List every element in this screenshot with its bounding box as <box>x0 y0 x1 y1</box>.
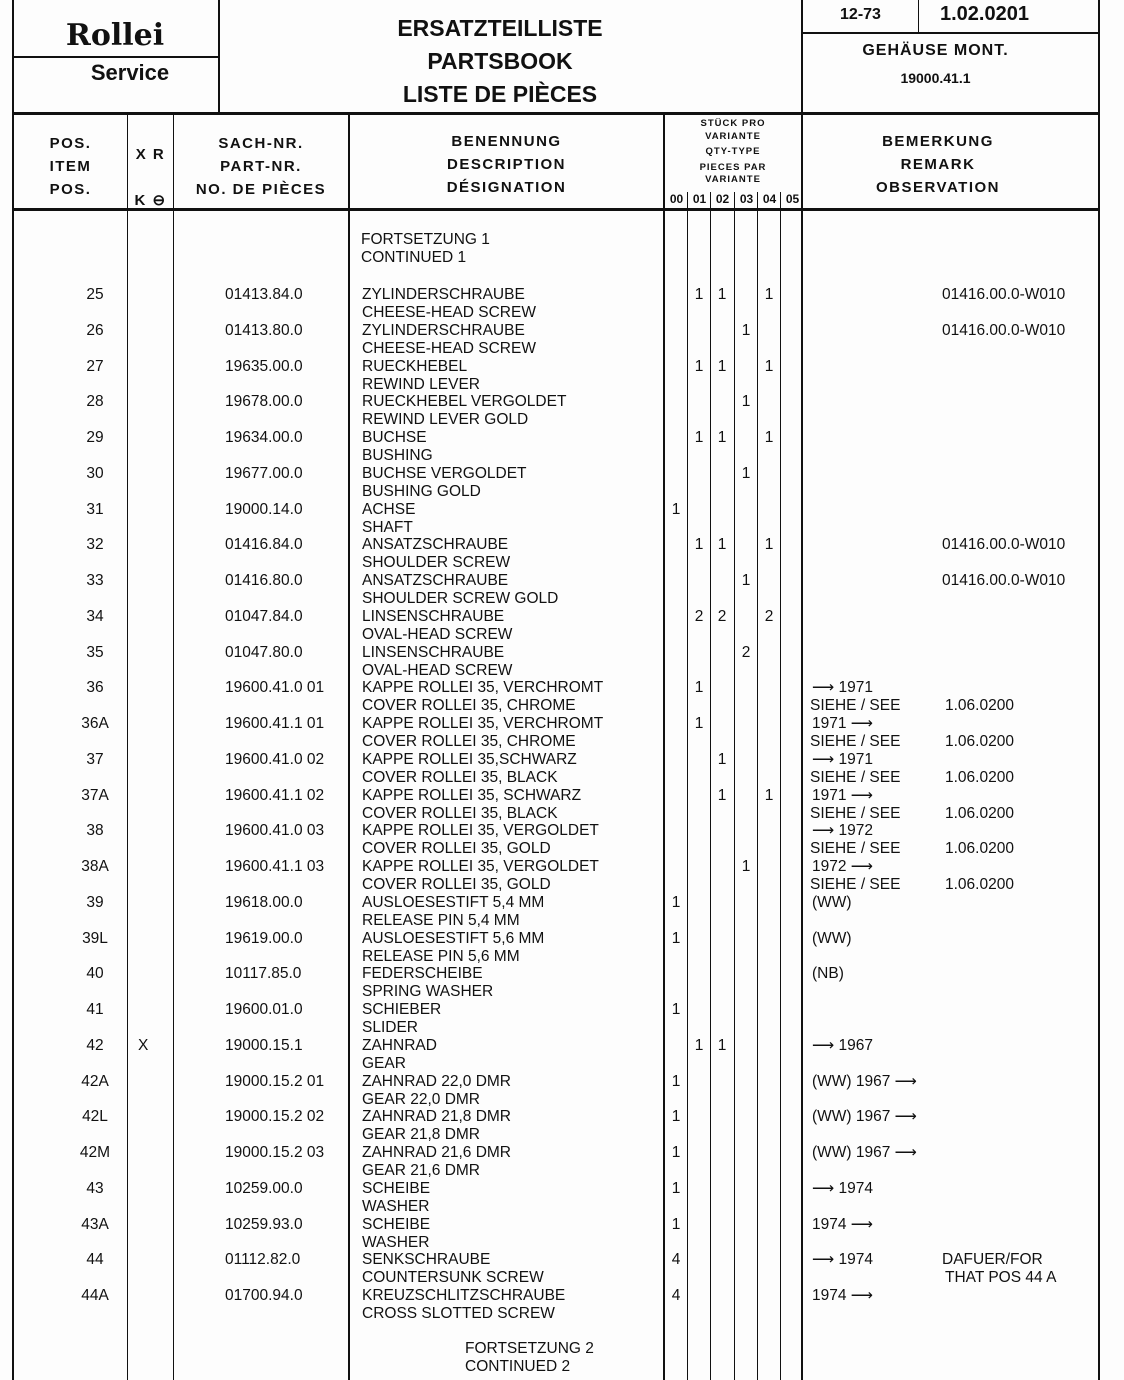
header-line: STÜCK PRO <box>700 118 766 129</box>
description-en: COUNTERSUNK SCREW <box>362 1269 544 1287</box>
table-row <box>0 822 1124 858</box>
header-line: DESCRIPTION <box>446 156 566 173</box>
part-number: 01112.82.0 <box>225 1251 301 1269</box>
remark-reference: 1.06.0200 <box>945 840 1014 858</box>
part-number: 01416.84.0 <box>225 536 303 554</box>
header-line: BENENNUNG <box>451 133 562 150</box>
remark-reference: 1.06.0200 <box>945 733 1014 750</box>
description-de: ZAHNRAD 21,8 DMR <box>362 1108 511 1126</box>
item-position: 43A <box>81 1215 109 1233</box>
qty-variant-04: 1 <box>764 429 774 446</box>
description-en: COVER ROLLEI 35, CHROME <box>362 733 576 750</box>
item-position: 30 <box>86 464 104 482</box>
table-row <box>0 1287 1124 1323</box>
description-en: GEAR 21,8 DMR <box>362 1126 481 1144</box>
part-number: 19635.00.0 <box>225 357 303 375</box>
item-position: 33 <box>86 572 104 589</box>
table-row <box>0 1180 1124 1216</box>
description-de: LINSENSCHRAUBE <box>362 643 505 661</box>
description-en: GEAR 21,6 DMR <box>362 1162 481 1179</box>
col-header-desc <box>350 130 663 199</box>
description-en: SLIDER <box>362 1019 418 1036</box>
header-line: OBSERVATION <box>875 179 1000 196</box>
part-number: 19678.00.0 <box>225 393 303 411</box>
description-de: BUCHSE <box>362 429 427 446</box>
table-row <box>0 572 1124 608</box>
table-row <box>0 1216 1124 1252</box>
part-number: 01416.80.0 <box>225 572 303 589</box>
qty-variant-00: 1 <box>671 1108 681 1126</box>
col-header-xr <box>128 132 173 224</box>
remark-reference: THAT POS 44 A <box>945 1269 1057 1287</box>
item-position: 38 <box>86 822 104 840</box>
remark-reference: 01416.00.0-W010 <box>942 321 1066 339</box>
description-en: CHEESE-HEAD SCREW <box>362 304 536 321</box>
description-de: AUSLOESESTIFT 5,6 MM <box>362 929 545 947</box>
part-number: 19600.41.1 01 <box>225 715 325 732</box>
description-en: GEAR <box>362 1054 406 1072</box>
part-number: 19600.41.0 01 <box>225 679 325 697</box>
remark: 1971 ⟶ <box>812 786 874 804</box>
table-row <box>0 286 1124 322</box>
item-position: 25 <box>86 286 104 303</box>
description-en: REWIND LEVER GOLD <box>362 411 529 429</box>
item-position: 27 <box>86 357 104 375</box>
description-de: KAPPE ROLLEI 35, VERGOLDET <box>362 858 599 875</box>
description-de: KAPPE ROLLEI 35, VERCHROMT <box>362 679 604 697</box>
qty-variant-03: 1 <box>741 572 751 589</box>
qty-variant-02: 1 <box>717 429 727 446</box>
table-row <box>0 1251 1124 1287</box>
remark-reference: 01416.00.0-W010 <box>942 286 1066 303</box>
table-row <box>0 1073 1124 1109</box>
header-line: QTY-TYPE <box>705 146 761 157</box>
header-line: POS. <box>49 135 92 152</box>
qty-variant-03: 2 <box>741 643 751 661</box>
remark: ⟶ 1974 <box>812 1179 874 1197</box>
part-number: 19619.00.0 <box>225 929 303 947</box>
description-de: KAPPE ROLLEI 35, SCHWARZ <box>362 786 582 804</box>
qty-variant-00: 1 <box>671 1144 681 1161</box>
part-number: 10259.93.0 <box>225 1215 303 1233</box>
description-en: BUSHING GOLD <box>362 482 481 500</box>
description-de: ZYLINDERSCHRAUBE <box>362 286 525 303</box>
variant-header-02: 02 <box>715 192 730 206</box>
description-en: RELEASE PIN 5,6 MM <box>362 947 520 965</box>
item-position: 32 <box>86 536 104 554</box>
description-en: COVER ROLLEI 35, BLACK <box>362 768 558 786</box>
item-position: 42 <box>86 1036 104 1054</box>
description-en: BUSHING <box>362 447 433 464</box>
remark: ⟶ 1967 <box>812 1036 874 1054</box>
qty-variant-04: 1 <box>764 786 774 804</box>
remark: (WW) 1967 ⟶ <box>812 1144 917 1161</box>
description-de: ANSATZSCHRAUBE <box>362 536 509 554</box>
variant-header-03: 03 <box>739 192 754 206</box>
header-line: SACH-NR. <box>218 135 304 152</box>
description-en: OVAL-HEAD SCREW <box>362 661 513 679</box>
qty-variant-03: 1 <box>741 858 751 875</box>
part-number: 19634.00.0 <box>225 429 303 446</box>
item-position: 39 <box>86 893 104 911</box>
table-row <box>0 429 1124 465</box>
qty-variant-00: 1 <box>671 1001 681 1018</box>
part-number: 19000.15.1 <box>225 1036 303 1054</box>
qty-variant-01: 1 <box>694 429 704 446</box>
remark: 1974 ⟶ <box>812 1287 874 1304</box>
qty-variant-01: 1 <box>694 715 704 732</box>
description-de: ANSATZSCHRAUBE <box>362 572 509 589</box>
interchange-mark: X <box>138 1036 149 1054</box>
description-en: SHAFT <box>362 518 413 536</box>
qty-variant-01: 1 <box>694 1036 704 1054</box>
item-position: 42A <box>81 1072 109 1090</box>
item-position: 42M <box>79 1144 111 1161</box>
table-row <box>0 501 1124 537</box>
table-row <box>0 715 1124 751</box>
table-row <box>0 1108 1124 1144</box>
qty-variant-00: 1 <box>671 893 681 911</box>
description-en: COVER ROLLEI 35, CHROME <box>362 697 576 715</box>
table-row <box>0 322 1124 358</box>
col-header-remark <box>803 130 1073 199</box>
table-row <box>0 358 1124 394</box>
description-de: SENKSCHRAUBE <box>362 1251 491 1269</box>
variant-header-04: 04 <box>762 192 777 206</box>
description-en: SHOULDER SCREW <box>362 554 511 572</box>
header-line: VARIANTE <box>705 174 761 185</box>
header-line: BEMERKUNG <box>882 133 994 150</box>
remark: SIEHE / SEE <box>810 840 901 858</box>
remark: (WW) 1967 ⟶ <box>812 1072 917 1090</box>
description-en: COVER ROLLEI 35, GOLD <box>362 840 551 858</box>
description-en: OVAL-HEAD SCREW <box>362 625 513 643</box>
table-row <box>0 751 1124 787</box>
note-line: FORTSETZUNG 1 <box>361 231 490 248</box>
qty-variant-00: 4 <box>671 1287 681 1304</box>
part-number: 19000.15.2 03 <box>225 1144 325 1161</box>
border-line <box>12 112 1100 115</box>
border-line <box>12 56 218 58</box>
part-number: 19677.00.0 <box>225 464 303 482</box>
border-line <box>801 32 1100 34</box>
continued-to-note <box>465 1340 594 1376</box>
qty-variant-03: 1 <box>741 464 751 482</box>
description-de: ZAHNRAD 22,0 DMR <box>362 1072 511 1090</box>
description-de: SCHEIBE <box>362 1215 431 1233</box>
remark-reference: 01416.00.0-W010 <box>942 572 1066 589</box>
document-title <box>220 12 780 111</box>
remark: SIEHE / SEE <box>810 876 901 893</box>
table-row <box>0 393 1124 429</box>
table-row <box>0 1144 1124 1180</box>
description-de: RUECKHEBEL VERGOLDET <box>362 393 567 411</box>
rollei-logo: Rollei <box>65 18 165 53</box>
part-number: 19618.00.0 <box>225 893 303 911</box>
part-number: 10117.85.0 <box>225 965 302 983</box>
qty-variant-02: 1 <box>717 536 727 554</box>
description-de: RUECKHEBEL <box>362 357 468 375</box>
qty-variant-00: 1 <box>671 1072 681 1090</box>
remark: SIEHE / SEE <box>810 768 901 786</box>
qty-variant-01: 1 <box>694 357 704 375</box>
qty-variant-04: 1 <box>764 286 774 303</box>
header-line: X R <box>135 146 166 163</box>
assembly-number: 19000.41.1 <box>900 70 971 86</box>
remark: 1974 ⟶ <box>812 1215 874 1233</box>
description-de: KAPPE ROLLEI 35,SCHWARZ <box>362 750 577 768</box>
qty-variant-02: 1 <box>717 286 727 303</box>
description-en: GEAR 22,0 DMR <box>362 1090 481 1108</box>
table-row <box>0 679 1124 715</box>
remark: ⟶ 1972 <box>812 822 874 840</box>
description-de: ZAHNRAD 21,6 DMR <box>362 1144 511 1161</box>
header-line: VARIANTE <box>705 130 761 142</box>
remark-reference: 1.06.0200 <box>945 697 1014 715</box>
header-line: POS. <box>49 181 92 198</box>
description-en: REWIND LEVER <box>362 375 480 393</box>
item-position: 37A <box>81 786 109 804</box>
qty-variant-01: 2 <box>694 607 704 625</box>
title-de: ERSATZTEILLISTE <box>397 15 603 41</box>
description-en: WASHER <box>362 1197 430 1215</box>
remark: SIEHE / SEE <box>810 804 901 822</box>
description-de: KAPPE ROLLEI 35, VERGOLDET <box>362 822 599 840</box>
header-line: REMARK <box>900 156 976 173</box>
remark-reference: 1.06.0200 <box>945 768 1014 786</box>
qty-variant-04: 1 <box>764 357 774 375</box>
item-position: 29 <box>86 429 104 446</box>
qty-variant-02: 1 <box>717 357 727 375</box>
header-line: PART-NR. <box>220 158 302 175</box>
remark: ⟶ 1971 <box>812 750 874 768</box>
item-position: 36A <box>81 715 109 732</box>
table-row <box>0 536 1124 572</box>
col-header-qty <box>665 118 801 187</box>
part-number: 19000.15.2 01 <box>225 1072 325 1090</box>
description-en: COVER ROLLEI 35, BLACK <box>362 804 558 822</box>
part-number: 01047.80.0 <box>225 643 303 661</box>
qty-variant-01: 1 <box>694 679 704 697</box>
qty-variant-03: 1 <box>741 321 751 339</box>
header-line: K ⊖ <box>134 192 167 209</box>
qty-variant-04: 1 <box>764 536 774 554</box>
item-position: 43 <box>86 1179 104 1197</box>
description-en: CHEESE-HEAD SCREW <box>362 339 536 357</box>
continued-from-note <box>361 231 490 267</box>
sheet-number: 1.02.0201 <box>940 3 1029 25</box>
part-number: 19600.41.1 02 <box>225 786 325 804</box>
note-line: CONTINUED 1 <box>361 249 467 266</box>
table-row <box>0 930 1124 966</box>
remark: ⟶ 1974 <box>812 1251 874 1269</box>
part-number: 19000.15.2 02 <box>225 1108 325 1126</box>
note-line: CONTINUED 2 <box>465 1358 571 1375</box>
description-en: WASHER <box>362 1233 430 1251</box>
remark: 1971 ⟶ <box>812 715 874 732</box>
description-en: COVER ROLLEI 35, GOLD <box>362 876 551 893</box>
border-line <box>12 208 1100 211</box>
part-number: 19600.01.0 <box>225 1001 303 1018</box>
part-number: 19600.41.1 03 <box>225 858 325 875</box>
description-de: BUCHSE VERGOLDET <box>362 464 527 482</box>
note-line: FORTSETZUNG 2 <box>465 1340 594 1357</box>
table-row <box>0 965 1124 1001</box>
remark: (WW) <box>812 929 852 947</box>
header-line: PIECES PAR <box>699 161 767 173</box>
description-de: SCHIEBER <box>362 1001 442 1018</box>
header-line: NO. DE PIÈCES <box>195 181 327 198</box>
description-en: SPRING WASHER <box>362 983 494 1001</box>
item-position: 35 <box>86 643 104 661</box>
description-de: ZAHNRAD <box>362 1036 437 1054</box>
remark: SIEHE / SEE <box>810 697 901 715</box>
qty-variant-02: 1 <box>717 1036 727 1054</box>
remark: 1972 ⟶ <box>812 858 874 875</box>
item-position: 40 <box>86 965 104 983</box>
table-row <box>0 787 1124 823</box>
remark-reference: DAFUER/FOR <box>942 1251 1043 1269</box>
remark: (WW) <box>812 893 852 911</box>
description-de: FEDERSCHEIBE <box>362 965 483 983</box>
remark-reference: 1.06.0200 <box>945 876 1014 893</box>
item-position: 36 <box>86 679 104 697</box>
item-position: 34 <box>86 607 104 625</box>
item-position: 38A <box>81 858 109 875</box>
table-row <box>0 858 1124 894</box>
header-line: DÉSIGNATION <box>446 179 567 196</box>
item-position: 26 <box>86 321 104 339</box>
remark: SIEHE / SEE <box>810 733 901 750</box>
part-number: 01047.84.0 <box>225 607 303 625</box>
service-label: Service <box>90 60 170 85</box>
border-line <box>918 0 919 32</box>
part-number: 19000.14.0 <box>225 500 303 518</box>
table-row <box>0 608 1124 644</box>
qty-variant-01: 1 <box>694 286 704 303</box>
qty-variant-04: 2 <box>764 607 774 625</box>
table-row <box>0 465 1124 501</box>
part-number: 10259.00.0 <box>225 1179 303 1197</box>
remark: ⟶ 1971 <box>812 679 874 697</box>
part-number: 01700.94.0 <box>225 1287 303 1304</box>
item-position: 31 <box>86 500 104 518</box>
qty-variant-02: 1 <box>717 786 727 804</box>
qty-variant-00: 1 <box>671 929 681 947</box>
description-de: ZYLINDERSCHRAUBE <box>362 321 525 339</box>
description-de: SCHEIBE <box>362 1179 431 1197</box>
col-header-part <box>174 132 348 201</box>
description-de: KREUZSCHLITZSCHRAUBE <box>362 1287 566 1304</box>
variant-header-01: 01 <box>692 192 707 206</box>
qty-variant-03: 1 <box>741 393 751 411</box>
description-de: ACHSE <box>362 500 416 518</box>
item-position: 44 <box>86 1251 104 1269</box>
item-position: 41 <box>86 1001 104 1018</box>
part-number: 19600.41.0 03 <box>225 822 325 840</box>
description-de: KAPPE ROLLEI 35, VERCHROMT <box>362 715 604 732</box>
remark: (WW) 1967 ⟶ <box>812 1108 917 1126</box>
item-position: 28 <box>86 393 104 411</box>
description-de: AUSLOESESTIFT 5,4 MM <box>362 893 545 911</box>
description-en: RELEASE PIN 5,4 MM <box>362 911 520 929</box>
title-fr: LISTE DE PIÈCES <box>402 81 598 107</box>
qty-variant-01: 1 <box>694 536 704 554</box>
remark: (NB) <box>812 965 844 983</box>
variant-header-05: 05 <box>785 192 800 206</box>
variant-header-00: 00 <box>669 192 684 206</box>
description-de: LINSENSCHRAUBE <box>362 607 505 625</box>
part-number: 01413.80.0 <box>225 321 303 339</box>
assembly-name: GEHÄUSE MONT. <box>862 42 1009 59</box>
part-number: 19600.41.0 02 <box>225 750 325 768</box>
header-line: ITEM <box>49 158 92 175</box>
qty-variant-00: 4 <box>671 1251 681 1269</box>
item-position: 42L <box>82 1108 108 1126</box>
table-row <box>0 1037 1124 1073</box>
remark-reference: 1.06.0200 <box>945 804 1014 822</box>
item-position: 39L <box>82 929 108 947</box>
part-number: 01413.84.0 <box>225 286 303 303</box>
item-position: 44A <box>81 1287 109 1304</box>
date-code: 12-73 <box>840 6 881 23</box>
description-en: SHOULDER SCREW GOLD <box>362 590 559 607</box>
table-row <box>0 1001 1124 1037</box>
qty-variant-00: 1 <box>671 1179 681 1197</box>
qty-variant-00: 1 <box>671 500 681 518</box>
table-row <box>0 894 1124 930</box>
qty-variant-02: 2 <box>717 607 727 625</box>
col-header-pos <box>14 132 127 201</box>
table-row <box>0 644 1124 680</box>
qty-variant-02: 1 <box>717 750 727 768</box>
remark-reference: 01416.00.0-W010 <box>942 536 1066 554</box>
title-en: PARTSBOOK <box>427 48 573 74</box>
qty-variant-00: 1 <box>671 1215 681 1233</box>
description-en: CROSS SLOTTED SCREW <box>362 1305 555 1322</box>
item-position: 37 <box>86 750 104 768</box>
